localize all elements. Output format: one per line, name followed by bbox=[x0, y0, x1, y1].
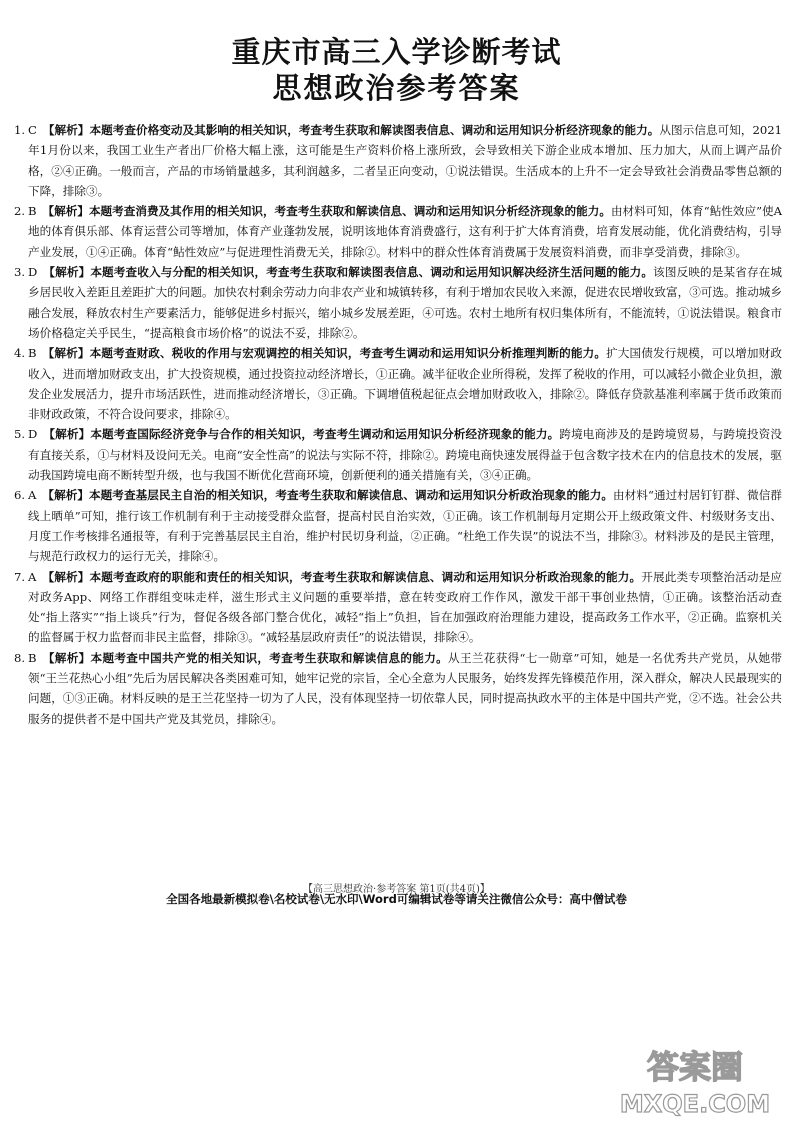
answer-item-5 bbox=[14, 424, 782, 485]
answer-choice: C bbox=[28, 123, 37, 137]
item-number: 1. bbox=[14, 123, 26, 137]
analysis-body: 从王兰花获得“七一勋章”可知，她是一名优秀共产党员，从她带领“王兰花热心小组”先后为居民解决各类困难可知，她牢记党的宗旨，全心全意为人民服务，始终发挥先锋模范作用，深入群众，解决人民最现实的问题，①③正确。材料反映的是王兰花坚持一切为了人民，没有体现坚持一切依靠人民，同时提高执政水平的主体是中国共产党，②不选。社会公共服务的提供者不是中国共产党及其党员，排除④。 bbox=[28, 650, 782, 726]
answer-choice: B bbox=[28, 650, 37, 665]
analysis-heading: 【解析】本题考查收入与分配的相关知识，考查考生获取和解读图表信息、调动和运用知识解决经济生活问题的能力。 bbox=[43, 265, 654, 280]
answer-item-3 bbox=[14, 262, 782, 343]
answer-item-4 bbox=[14, 343, 782, 424]
analysis-body: 该图反映的是某省存在城乡居民收入差距且差距扩大的问题。加快农村剩余劳动力向非农产业和城镇转移，有利于增加农民收入来源，促进农民增收致富，③可选。推动城乡融合发展，释放农村生产要素活力，能够促进乡村振兴，缩小城乡发展差距，④可选。农村土地所有权归集体所有，不能流转，①说法错误。粮食市场价格稳定关乎民生，“提高粮食市场价格”的说法不妥，排除②。 bbox=[28, 265, 782, 340]
answer-choice: B bbox=[28, 346, 37, 361]
logo-top-text: 答案圈 bbox=[646, 1048, 744, 1086]
analysis-heading: 【解析】本题考查中国共产党的相关知识，考查考生获取和解读信息的能力。 bbox=[42, 650, 449, 665]
answer-choice: A bbox=[28, 569, 37, 584]
answer-item-6 bbox=[14, 485, 782, 566]
item-number: 7. bbox=[14, 569, 26, 584]
answer-item-8 bbox=[14, 648, 782, 729]
item-number: 4. bbox=[14, 346, 26, 361]
logo-bottom-text: MXQE.COM bbox=[619, 1090, 771, 1118]
analysis-heading: 【解析】本题考查政府的职能和责任的相关知识，考查考生获取和解读信息、调动和运用知识分析政治现象的能力。 bbox=[42, 569, 642, 584]
answer-item-2 bbox=[14, 201, 782, 262]
analysis-body: 由材料可知，体育“鲇性效应”使A地的体育俱乐部、体育运营公司等增加，体育产业蓬勃发展，说明该地体育消费盛行，这有利于扩大体育消费，培育发展动能，优化消费结构，引导产业发展，①④正确。体育“鲇性效应”与促进理性消费无关，排除②。材料中的群众性体育消费属于发展资料消费，而非享受消费，排除③。 bbox=[28, 204, 782, 259]
analysis-heading: 【解析】本题考查基层民主自治的相关知识，考查考生获取和解读信息、调动和运用知识分析政治现象的能力。 bbox=[42, 488, 614, 503]
analysis-body: 跨境电商涉及的是跨境贸易，与跨境投资没有直接关系，①与材料及设问无关。电商“安全性高”的说法与实际不符，排除②。跨境电商快速发展得益于包含数字技术在内的信息技术的发展，驱动我国跨境电商不断转型升级，也与我国不断优化营商环境，创新便利的通关措施有关，③④正确。 bbox=[28, 427, 782, 483]
analysis-body: 开展此类专项整治活动是应对政务App、网络工作群组变味走样，滋生形式主义问题的重要举措，意在转变政府工作作风，激发干部干事创业热情，①正确。该整治活动查处“指上落实”“指上谈兵”行为，督促各级各部门整合优化，减轻“指上”负担，旨在加强政府治理能力建设，提高政务工作水平，②正确。监察机关的监督属于权力监督而非民主监督，排除③。“减轻基层政府责任”的说法错误，排除④。 bbox=[28, 569, 782, 645]
answer-list bbox=[14, 120, 782, 729]
footer-page-info: 【高三思想政治·参考答案 第1页(共4页)】 bbox=[303, 884, 490, 895]
answer-choice: B bbox=[28, 204, 37, 219]
item-number: 3. bbox=[14, 265, 26, 280]
answer-choice: D bbox=[28, 265, 38, 280]
item-number: 6. bbox=[14, 488, 26, 503]
analysis-heading: 【解析】本题考查财政、税收的作用与宏观调控的相关知识，考查考生调动和运用知识分析推理判断的能力。 bbox=[42, 346, 607, 361]
analysis-heading: 【解析】本题考查国际经济竞争与合作的相关知识，考查考生调动和运用知识分析经济现象的能力。 bbox=[43, 427, 560, 442]
item-number: 5. bbox=[14, 427, 26, 442]
footer-note: 全国各地最新模拟卷\名校试卷\无水印\Word可编辑试卷等请关注微信公众号：高中僧试卷 bbox=[166, 892, 627, 906]
item-number: 8. bbox=[14, 650, 26, 665]
answer-item-7 bbox=[14, 567, 782, 648]
item-number: 2. bbox=[14, 204, 26, 219]
site-logo bbox=[605, 1040, 785, 1120]
analysis-heading: 【解析】本题考查价格变动及其影响的相关知识，考查考生获取和解读图表信息、调动和运用知识分析经济现象的能力。 bbox=[42, 123, 660, 137]
page-title: 重庆市高三入学诊断考试 bbox=[231, 35, 562, 69]
analysis-heading: 【解析】本题考查消费及其作用的相关知识，考查考生获取和解读信息、调动和运用知识分析经济现象的能力。 bbox=[42, 204, 611, 219]
answer-choice: D bbox=[28, 427, 38, 442]
answer-choice: A bbox=[28, 488, 37, 503]
page-subtitle: 思想政治参考答案 bbox=[272, 71, 521, 105]
analysis-body: 扩大国债发行规模，可以增加财政收入，进而增加财政支出，扩大投资规模，通过投资拉动经济增长，①正确。减半征收企业所得税，发挥了税收的作用，可以减轻小微企业负担，激发企业发展活力，提升市场活跃性，进而推动经济增长，③正确。下调增值税起征点会增加财政收入，排除②。降低存贷款基准利率属于货币政策而非财政政策，不符合设问要求，排除④。 bbox=[28, 346, 782, 422]
answer-item-1 bbox=[14, 120, 782, 201]
analysis-body: 从图示信息可知，2021年1月份以来，我国工业生产者出厂价格大幅上涨，这可能是生产资料价格上涨所致，会导致相关下游企业成本增加、压力加大，从而上调产品价格，②④正确。一般而言，产品的市场销量越多，其利润越多，二者呈正向变动，①说法错误。生活成本的上升不一定会导致社会消费品零售总额的下降，排除③。 bbox=[28, 123, 782, 198]
analysis-body: 由材料“通过村居钉钉群、微信群线上晒单”可知，推行该工作机制有利于主动接受群众监督，提高村民自治实效，①正确。该工作机制每月定期公开上级政策文件、村级财务支出、月度工作考核排名通报等，有利于完善基层民主自治，维护村民切身利益，②正确。“杜绝工作失误”的说法不当，排除③。材料涉及的是民主管理，与规范行政权力的运行无关，排除④。 bbox=[28, 488, 782, 564]
